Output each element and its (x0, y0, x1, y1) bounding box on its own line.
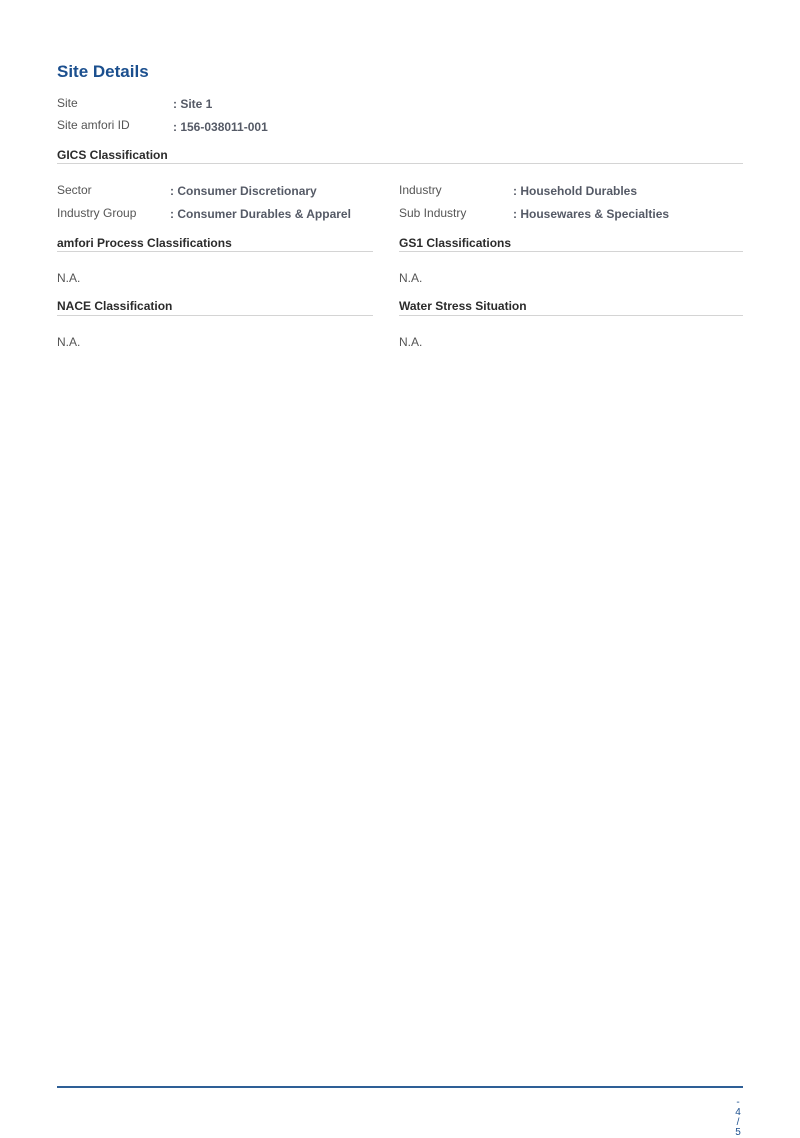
page-number-current: 4 (735, 1107, 741, 1118)
page-number-slash: / (736, 1117, 740, 1128)
page-number-dash: - (736, 1097, 740, 1108)
water-stress-heading: Water Stress Situation (399, 299, 527, 313)
industry-group-value: : Consumer Durables & Apparel (170, 207, 351, 221)
sub-industry-label: Sub Industry (399, 206, 467, 220)
site-value: : Site 1 (173, 97, 213, 111)
page-number (733, 1098, 743, 1138)
site-id-value: : 156-038011-001 (173, 120, 268, 134)
gics-heading: GICS Classification (57, 148, 168, 162)
gs1-heading: GS1 Classifications (399, 236, 512, 250)
gics-rule (57, 163, 743, 164)
site-label: Site (57, 96, 78, 110)
page-number-total: 5 (735, 1127, 741, 1138)
nace-value: N.A. (57, 335, 81, 349)
nace-heading: NACE Classification (57, 299, 173, 313)
industry-label: Industry (399, 183, 442, 197)
site-id-label: Site amfori ID (57, 118, 130, 132)
sector-value: : Consumer Discretionary (170, 184, 317, 198)
gs1-value: N.A. (399, 271, 423, 285)
industry-value: : Household Durables (513, 184, 638, 198)
page-title: Site Details (57, 62, 149, 81)
water-stress-value: N.A. (399, 335, 423, 349)
footer-rule (57, 1086, 743, 1088)
sub-industry-value: : Housewares & Specialties (513, 207, 670, 221)
sector-label: Sector (57, 183, 92, 197)
gs1-rule (399, 251, 743, 252)
amfori-process-heading: amfori Process Classifications (57, 236, 232, 250)
amfori-process-rule (57, 251, 373, 252)
water-stress-rule (399, 315, 743, 316)
nace-rule (57, 315, 373, 316)
industry-group-label: Industry Group (57, 206, 137, 220)
amfori-process-value: N.A. (57, 271, 81, 285)
